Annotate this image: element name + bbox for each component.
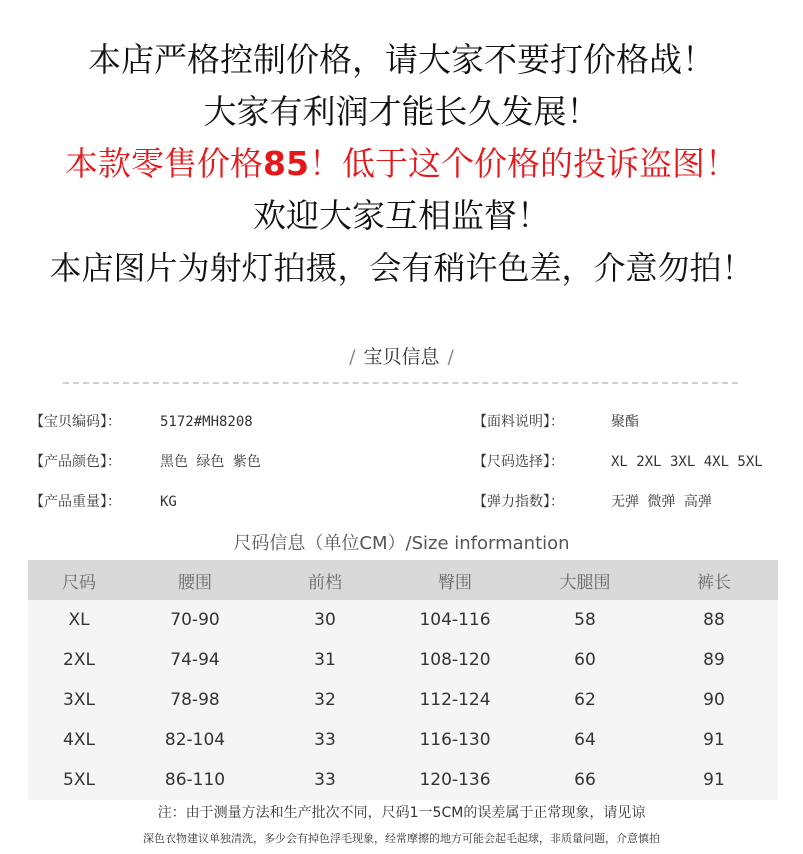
table-cell: 31 <box>314 650 336 670</box>
table-cell: 62 <box>574 690 596 710</box>
info-value: 无弹 微弹 高弹 <box>611 494 712 510</box>
info-product-weight <box>30 491 177 511</box>
table-cell: 104-116 <box>419 610 491 630</box>
table-cell: 108-120 <box>419 650 491 670</box>
table-cell: 60 <box>574 650 596 670</box>
header-cell: 腰围 <box>178 572 212 593</box>
info-value: 聚酯 <box>611 414 639 430</box>
measurement-note: 注：由于测量方法和生产批次不同，尺码1一5CM的误差属于正常现象，请见谅 <box>157 805 646 821</box>
info-value: XL 2XL 3XL 4XL 5XL <box>611 454 763 470</box>
info-label: 【尺码选择】： <box>473 454 564 470</box>
notice-line-supervise: 欢迎大家互相监督！ <box>253 196 550 235</box>
info-product-color <box>30 451 261 471</box>
table-cell: 91 <box>703 730 725 750</box>
info-label: 【产品重量】： <box>30 494 121 510</box>
info-value: KG <box>160 494 177 510</box>
notice-line-price-control: 本店严格控制价格，请大家不要打价格战！ <box>88 40 715 79</box>
info-product-code <box>30 411 253 431</box>
info-value: 5172#MH8208 <box>160 414 253 430</box>
table-cell: 2XL <box>63 650 95 670</box>
retail-price-suffix: ！低于这个价格的投诉盗图！ <box>308 144 738 183</box>
info-label: 【面料说明】： <box>473 414 564 430</box>
table-cell: 64 <box>574 730 596 750</box>
table-cell: 88 <box>703 610 725 630</box>
table-cell: XL <box>68 610 90 630</box>
table-row <box>28 760 778 800</box>
header-cell: 大腿围 <box>559 572 611 593</box>
washing-note: 深色衣物建议单独清洗，多少会有掉色浮毛现象，经常摩擦的地方可能会起毛起球，非质量问题，介意慎拍 <box>143 832 660 845</box>
retail-price-value: 85 <box>263 144 309 183</box>
table-cell: 78-98 <box>170 690 220 710</box>
table-cell: 89 <box>703 650 725 670</box>
size-table <box>28 560 778 800</box>
table-cell: 58 <box>574 610 596 630</box>
title-slash-left: / <box>349 346 356 368</box>
table-row <box>28 720 778 760</box>
product-info-title-text: 宝贝信息 <box>363 346 440 368</box>
retail-price-prefix: 本款零售价格 <box>65 144 264 183</box>
table-cell: 66 <box>574 770 596 790</box>
table-row <box>28 640 778 680</box>
table-cell: 91 <box>703 770 725 790</box>
info-value: 黑色 绿色 紫色 <box>160 454 261 470</box>
table-cell: 74-94 <box>170 650 220 670</box>
table-cell: 90 <box>703 690 725 710</box>
info-fabric <box>473 411 639 431</box>
table-cell: 70-90 <box>170 610 220 630</box>
table-cell: 112-124 <box>419 690 491 710</box>
header-cell: 前档 <box>308 572 342 593</box>
table-row <box>28 680 778 720</box>
notice-line-retail-price <box>0 144 803 184</box>
table-cell: 30 <box>314 610 336 630</box>
table-cell: 82-104 <box>164 730 226 750</box>
size-table-header <box>28 560 778 600</box>
info-label: 【产品颜色】： <box>30 454 121 470</box>
header-cell: 尺码 <box>62 572 96 593</box>
dashed-divider <box>63 382 738 384</box>
header-cell: 裤长 <box>697 572 731 593</box>
table-cell: 5XL <box>63 770 95 790</box>
table-cell: 120-136 <box>419 770 491 790</box>
table-cell: 116-130 <box>419 730 491 750</box>
table-cell: 4XL <box>63 730 95 750</box>
size-table-title: 尺码信息（单位CM）/Size informantion <box>233 533 570 554</box>
table-cell: 3XL <box>63 690 95 710</box>
info-size-options <box>473 451 763 471</box>
notice-line-profit: 大家有利润才能长久发展！ <box>203 92 600 131</box>
table-cell: 32 <box>314 690 336 710</box>
table-row <box>28 600 778 640</box>
title-slash-right: / <box>447 346 454 368</box>
info-elasticity <box>473 491 712 511</box>
notice-line-color-disclaimer: 本店图片为射灯拍摄，会有稍许色差，介意勿拍！ <box>49 249 754 287</box>
table-cell: 33 <box>314 770 336 790</box>
info-label: 【宝贝编码】： <box>30 414 121 430</box>
header-cell: 臀围 <box>438 572 472 593</box>
table-cell: 86-110 <box>164 770 226 790</box>
table-cell: 33 <box>314 730 336 750</box>
product-info-title <box>0 342 803 369</box>
info-label: 【弹力指数】： <box>473 494 564 510</box>
